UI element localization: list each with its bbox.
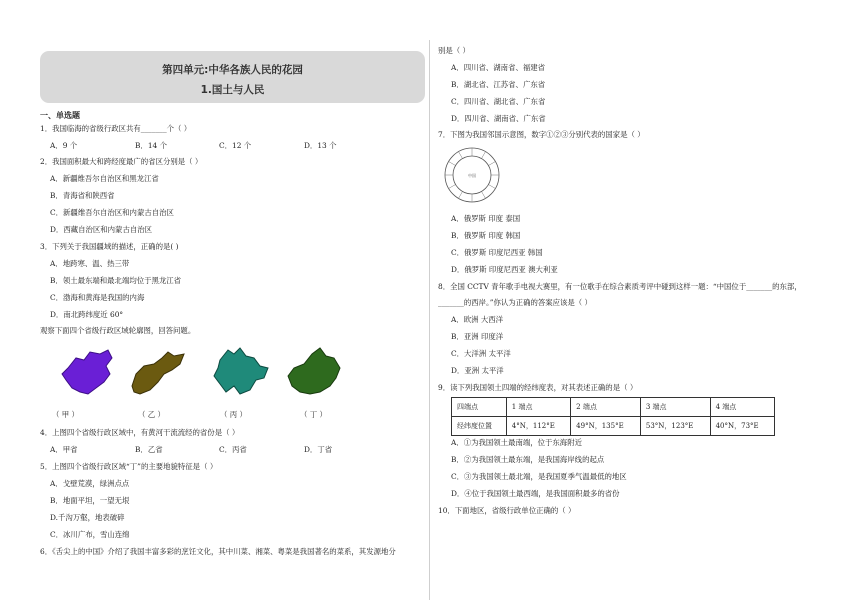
question-10-stem: 10．下面地区，省级行政单位正确的（ ） (438, 506, 576, 515)
question-6-option-c: C．四川省、湖北省、广东省 (451, 97, 546, 106)
title-banner (40, 51, 425, 103)
table-cell: 4°N，112°E (506, 417, 570, 436)
table-cell: 40°N，73°E (710, 417, 774, 436)
question-4-option-a: A．甲省 (50, 445, 78, 454)
question-4-option-b: B．乙省 (135, 445, 163, 454)
question-8-option-a: A．欧洲 大西洋 (451, 315, 504, 324)
question-5-stem: 5．上图四个省级行政区域“丁”的主要地貌特征是（ ） (40, 462, 218, 471)
table-cell: 53°N，123°E (640, 417, 710, 436)
question-3-option-b: B．领土最东端和最北端均位于黑龙江省 (50, 276, 182, 285)
question-8-option-c: C．大洋洲 太平洋 (451, 349, 511, 358)
map-intro: 观察下面四个省级行政区域轮廓图，回答问题。 (40, 326, 196, 335)
coordinates-table (451, 397, 775, 436)
question-6-option-d: D．四川省、湖南省、广东省 (451, 114, 546, 123)
question-1-stem: 1．我国临海的省级行政区共有_______个（ ） (40, 124, 192, 133)
province-yi-map (128, 350, 188, 396)
question-1-option-a: A．9 个 (50, 141, 78, 150)
neighbor-countries-diagram (440, 146, 504, 204)
question-3-option-d: D．南北跨纬度近 60° (50, 310, 124, 319)
province-bing-map (210, 346, 270, 398)
table-cell: 4 端点 (710, 398, 774, 417)
table-cell: 四端点 (452, 398, 507, 417)
question-9-stem: 9．读下列我国领土四端的经纬度表，对其表述正确的是（ ） (438, 383, 638, 392)
table-cell: 1 端点 (506, 398, 570, 417)
question-4-option-d: D．丁省 (304, 445, 333, 454)
question-3-option-a: A．地跨寒、温、热三带 (50, 259, 130, 268)
question-7-option-b: B．俄罗斯 印度 韩国 (451, 231, 521, 240)
question-2-option-d: D．西藏自治区和内蒙古自治区 (50, 225, 153, 234)
question-2-option-a: A．新疆维吾尔自治区和黑龙江省 (50, 174, 159, 183)
question-9-option-c: C．③为我国领土最北端，是我国夏季气温最低的地区 (451, 472, 627, 481)
question-6-option-a: A．四川省、湖南省、福建省 (451, 63, 546, 72)
province-jia-map (60, 348, 116, 396)
unit-title: 第四单元:中华各族人民的花园 (162, 64, 303, 76)
question-8-stem-line1: 8．全国 CCTV 青年歌手电视大赛里，有一位歌手在综合素质考评中碰到这样一题：“中国位于_______的东部， (438, 282, 802, 291)
question-1-option-d: D．13 个 (304, 141, 337, 150)
question-5-option-b: B．地面平坦，一望无垠 (50, 496, 130, 505)
question-7-stem: 7．下图为我国邻国示意图，数字①②③分别代表的国家是（ ） (438, 130, 645, 139)
province-ding-map (284, 346, 344, 398)
table-cell: 经纬度位置 (452, 417, 507, 436)
question-7-option-a: A．俄罗斯 印度 泰国 (451, 214, 521, 223)
question-6-option-b: B．湖北省、江苏省、广东省 (451, 80, 546, 89)
question-9-option-a: A．①为我国领土最南端，位于东海附近 (451, 438, 582, 447)
question-7-option-c: C．俄罗斯 印度尼西亚 韩国 (451, 248, 543, 257)
question-1-option-c: C．12 个 (219, 141, 252, 150)
map-label-jia: （ 甲 ） (52, 410, 79, 419)
column-divider (429, 40, 430, 600)
question-3-stem: 3．下列关于我国疆域的描述，正确的是( ) (40, 242, 179, 251)
question-5-option-a: A．戈壁荒漠，绿洲点点 (50, 479, 130, 488)
map-label-ding: （ 丁 ） (300, 410, 327, 419)
question-6-stem-continued: 别是（ ） (438, 46, 470, 55)
question-3-option-c: C．渤海和黄海是我国的内海 (50, 293, 145, 302)
question-9-option-d: D．④位于我国领土最西端，是我国面积最多的省份 (451, 489, 620, 498)
map-label-yi: （ 乙 ） (138, 410, 165, 419)
question-6-stem: 6．《舌尖上的中国》介绍了我国丰富多彩的烹饪文化，其中川菜、湘菜、粤菜是我国著名的菜系，其发源地分 (40, 547, 396, 556)
diagram-center-label: 中国 (468, 173, 476, 178)
question-4-stem: 4．上图四个省级行政区域中，有黄河干流流经的省份是（ ） (40, 428, 240, 437)
question-4-option-c: C．丙省 (219, 445, 247, 454)
map-label-bing: （ 丙 ） (220, 410, 247, 419)
lesson-title: 1.国土与人民 (200, 84, 265, 96)
question-8-option-d: D．亚洲 太平洋 (451, 366, 504, 375)
question-9-option-b: B．②为我国领土最东端，是我国海岸线的起点 (451, 455, 605, 464)
table-row (452, 417, 775, 436)
question-5-option-c: D.千沟万壑，地表破碎 (50, 513, 125, 522)
question-2-stem: 2．我国面积最大和跨经度最广的省区分别是（ ） (40, 157, 203, 166)
table-cell: 2 端点 (571, 398, 641, 417)
section-heading: 一、单选题 (40, 111, 80, 120)
question-7-option-d: D．俄罗斯 印度尼西亚 澳大利亚 (451, 265, 558, 274)
table-header-row (452, 398, 775, 417)
question-2-option-b: B．青海省和陕西省 (50, 191, 115, 200)
question-2-option-c: C．新疆维吾尔自治区和内蒙古自治区 (50, 208, 174, 217)
question-8-option-b: B．亚洲 印度洋 (451, 332, 504, 341)
table-cell: 3 端点 (640, 398, 710, 417)
question-1-option-b: B．14 个 (135, 141, 167, 150)
question-5-option-d: C．冰川广布，雪山连绵 (50, 530, 130, 539)
question-8-stem-line2: _______的西岸。”你认为正确的答案应该是（ ） (438, 298, 592, 307)
table-cell: 49°N，135°E (571, 417, 641, 436)
